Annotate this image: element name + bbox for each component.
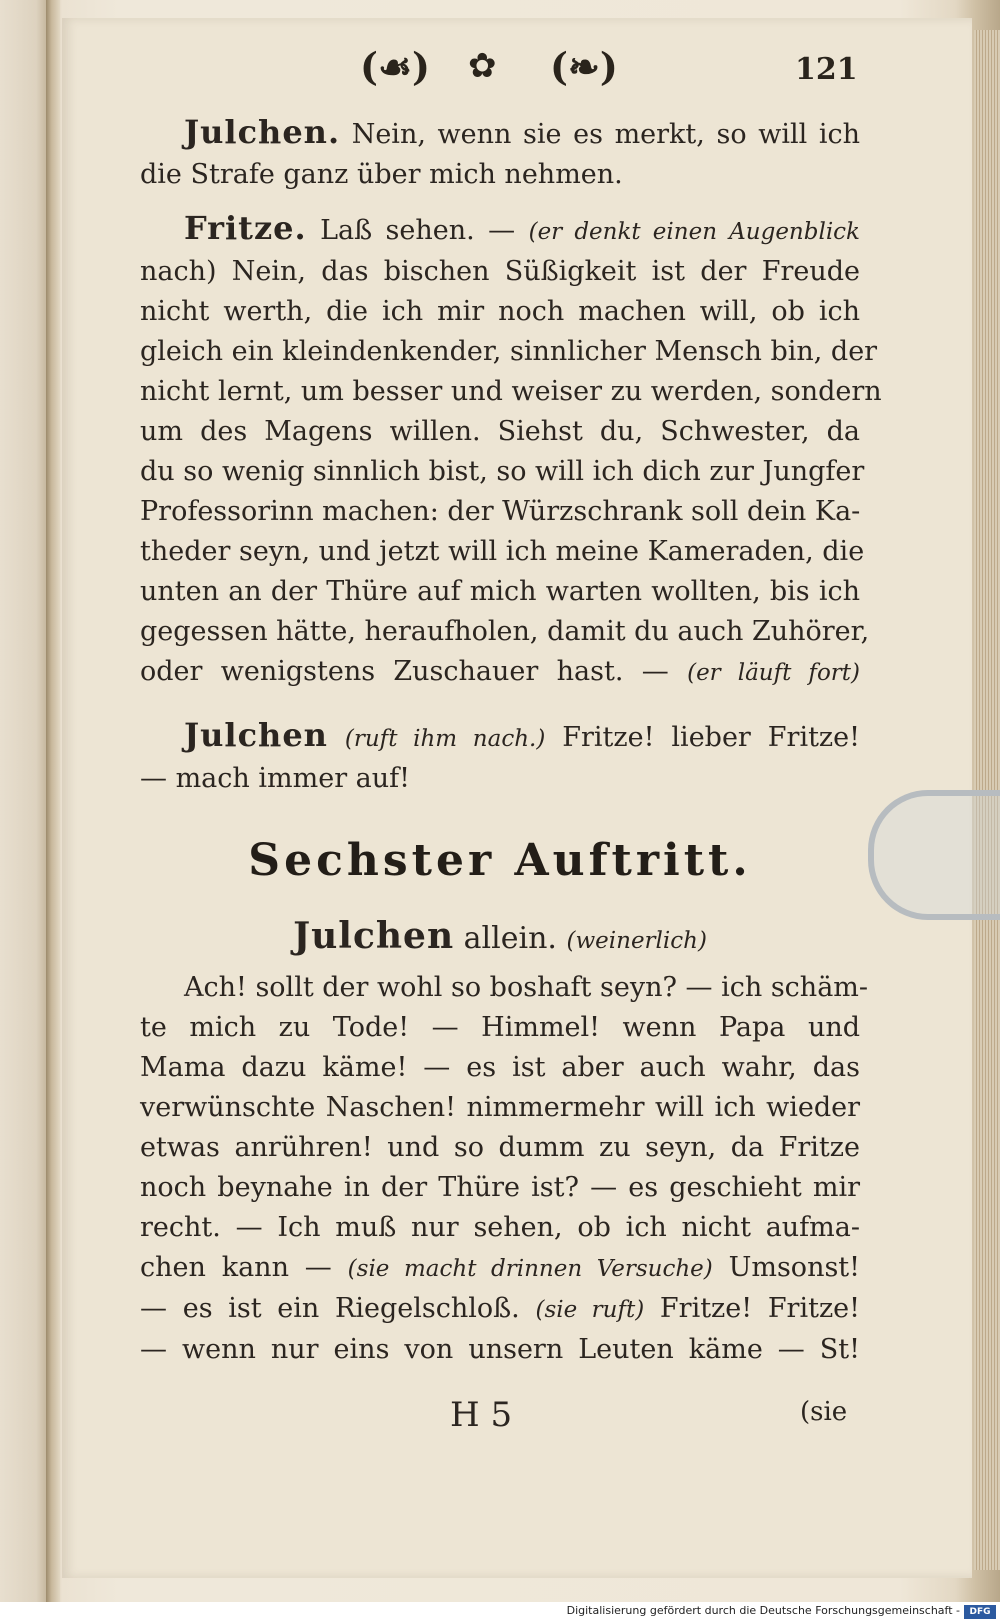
- line-text: Laß sehen. —: [320, 215, 516, 246]
- speaker-name: Fritze.: [184, 209, 307, 247]
- text-line: Professorinn machen: der Würzschrank soll dein Ka-: [140, 496, 861, 527]
- text-line: theder seyn, und jetzt will ich meine Kameraden, die: [140, 536, 865, 567]
- text-line: um des Magens willen. Siehst du, Schwester, da: [140, 416, 860, 447]
- ornament-left: (☙): [360, 44, 431, 89]
- line-text: oder wenigstens Zuschauer hast. —: [140, 656, 669, 687]
- text-line: te mich zu Tode! — Himmel! wenn Papa und: [140, 1012, 860, 1043]
- scene-subheading: [140, 915, 860, 957]
- book-gutter: [46, 0, 60, 1602]
- text-line: [140, 1248, 860, 1289]
- stage-direction: (weinerlich): [566, 928, 707, 954]
- scene-heading: Sechster Auftritt.: [248, 835, 752, 886]
- ornament-right: (❧): [550, 44, 618, 89]
- text-line: nicht werth, die ich mir noch machen will, ob ich: [140, 296, 860, 327]
- stage-direction: (er läuft fort): [687, 660, 860, 686]
- footer-bar: [0, 1602, 1000, 1622]
- text-line: [140, 652, 860, 693]
- text-line: gleich ein kleindenkender, sinnlicher Mensch bin, der: [140, 336, 878, 367]
- text-line: [140, 112, 860, 155]
- stage-direction: (sie macht drinnen Versuche): [347, 1256, 713, 1282]
- speaker-name: Julchen: [184, 716, 328, 754]
- page-number: 121: [795, 52, 858, 87]
- stage-direction: (sie ruft): [535, 1297, 645, 1323]
- signature-mark: H 5: [450, 1395, 513, 1435]
- stage-direction: (ruft ihm nach.): [344, 726, 546, 752]
- line-text: Umsonst!: [728, 1252, 861, 1283]
- text-line: Ach! sollt der wohl so boshaft seyn? — ich schäm-: [184, 972, 869, 1003]
- line-text: Nein, wenn sie es merkt, so will ich: [351, 119, 860, 150]
- text-line: recht. — Ich muß nur sehen, ob ich nicht aufma-: [140, 1212, 860, 1243]
- text-line: noch beynahe in der Thüre ist? — es geschieht mir: [140, 1172, 860, 1203]
- line-text: — es ist ein Riegelschloß.: [140, 1293, 520, 1324]
- text-line: [140, 1289, 860, 1330]
- dfg-logo-icon: DFG: [964, 1605, 996, 1619]
- text-line: [140, 208, 860, 252]
- text-line: verwünschte Naschen! nimmermehr will ich wieder: [140, 1092, 860, 1123]
- speaker-name: Julchen.: [184, 113, 341, 151]
- line-text: chen kann —: [140, 1252, 332, 1283]
- page-clip: [868, 790, 1000, 920]
- left-page-edge: [0, 0, 52, 1602]
- text-line: [140, 715, 860, 759]
- line-text: Fritze! Fritze!: [659, 1293, 860, 1324]
- text-line: nicht lernt, um besser und weiser zu werden, sondern: [140, 376, 882, 407]
- catchword: (sie: [800, 1397, 848, 1427]
- dialogue-julchen-2: [140, 715, 860, 799]
- text-line: die Strafe ganz über mich nehmen.: [140, 159, 623, 190]
- text-line: gegessen hätte, heraufholen, damit du auch Zuhörer,: [140, 616, 870, 647]
- text-line: nach) Nein, das bischen Süßigkeit ist der Freude: [140, 256, 860, 287]
- text-line: — wenn nur eins von unsern Leuten käme — St!: [140, 1334, 860, 1365]
- text-line: etwas anrühren! und so dumm zu seyn, da Fritze: [140, 1132, 860, 1163]
- dialogue-julchen-1: [140, 112, 860, 195]
- page-header-ornaments: [360, 44, 860, 92]
- funding-notice: Digitalisierung gefördert durch die Deutsche Forschungsgemeinschaft -: [566, 1604, 960, 1617]
- ornament-center: ✿: [468, 46, 497, 86]
- stage-direction: (er denkt einen Augenblick: [528, 219, 860, 245]
- monologue-julchen: [140, 968, 869, 1370]
- text-line: Mama dazu käme! — es ist aber auch wahr, das: [140, 1052, 860, 1083]
- text-line: du so wenig sinnlich bist, so will ich dich zur Jungfer: [140, 456, 865, 487]
- dialogue-fritze: [140, 208, 882, 693]
- text-line: — mach immer auf!: [140, 763, 411, 794]
- line-text: Fritze! lieber Fritze!: [562, 722, 860, 753]
- scene-sub: allein.: [463, 921, 557, 956]
- speaker-name: Julchen: [293, 915, 455, 957]
- text-line: unten an der Thüre auf mich warten wollten, bis ich: [140, 576, 860, 607]
